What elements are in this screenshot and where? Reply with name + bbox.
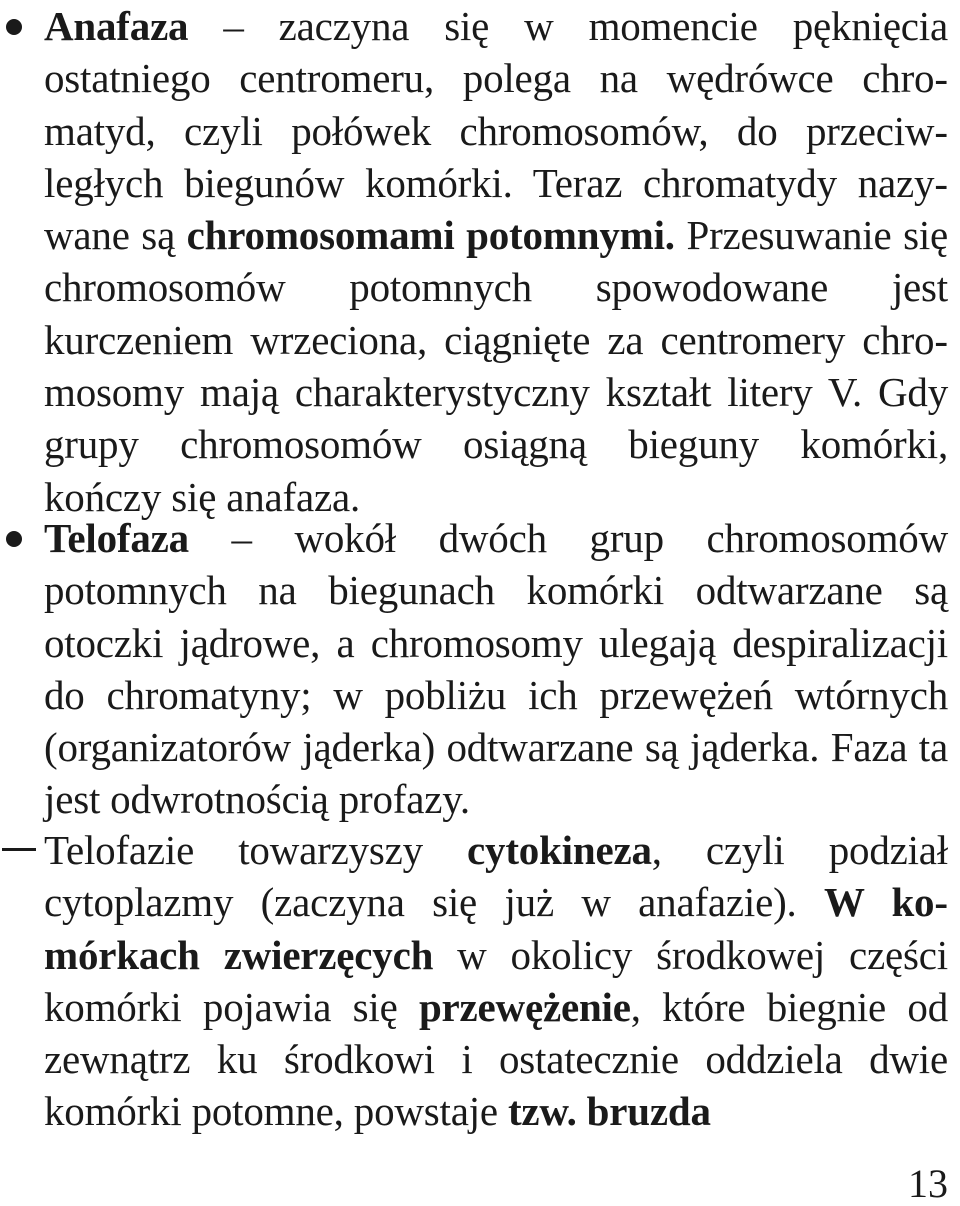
page-number: 13 bbox=[908, 1161, 948, 1206]
term-telofaza: Telofaza bbox=[44, 515, 189, 561]
bullet-marker bbox=[0, 0, 40, 52]
cytokineza-text-3: w okolicy środkowej części komórki pojawia się bbox=[44, 931, 948, 1030]
anafaza-text-2: Przesuwanie się chromosomów potomnych spowodowane jest kurczeniem wrzeciona, ciągnięte za centromery chromosomy mają charakterystyczny kształt litery V. Gdy grupy chromosomów osiągną bieguny komórki, kończy się anafaza. bbox=[44, 212, 949, 520]
cytokineza-text-4: , które biegnie od zewnątrz ku środkowi i ostatecznie oddziela dwie komórki potomne, powstaje bbox=[44, 983, 948, 1135]
term-anafaza: Anafaza bbox=[44, 3, 189, 49]
bullet-item-anafaza bbox=[44, 0, 948, 523]
term-cytokineza: cytokineza bbox=[467, 827, 652, 873]
telofaza-text-1: – wokół dwóch grup chromosomów potomnych na biegunach komórki odtwarzane są otoczki jądrowe, a chromosomy ulegają despiralizacji do chromatyny; w pobliżu ich przewężeń wtórnych (organizatorów jąderka) odtwarzane są jąderka. Faza ta jest odwrotnością profazy. bbox=[44, 515, 948, 823]
term-komorki-zwierzece: W komórkach zwierzęcych bbox=[44, 879, 949, 978]
dash-marker bbox=[0, 824, 40, 876]
term-chromosomy-potomne: chromosomami potomnymi. bbox=[186, 212, 675, 259]
term-przewezenie: przewężenie bbox=[418, 983, 631, 1030]
anafaza-text-1: – zaczyna się w momencie pęknięcia ostatniego centromeru, polega na wędrówce chromatyd, czyli połówek chromosomów, do przeciwległych biegunów komórki. Teraz chromatydy nazywane są bbox=[44, 3, 948, 259]
dash-item-cytokineza bbox=[44, 824, 948, 1138]
bullet-dot-icon bbox=[6, 531, 22, 547]
bullet-item-telofaza bbox=[44, 512, 948, 826]
bullet-marker bbox=[0, 512, 40, 564]
cytokineza-text-1: Telofazie towarzyszy bbox=[44, 827, 468, 873]
dash-icon bbox=[2, 848, 36, 851]
bullet-dot-icon bbox=[6, 19, 22, 35]
term-bruzda: tzw. bruzda bbox=[507, 1088, 711, 1135]
cytokineza-text-2: , czyli podział cytoplazmy (zaczyna się już w anafazie). bbox=[44, 827, 948, 926]
